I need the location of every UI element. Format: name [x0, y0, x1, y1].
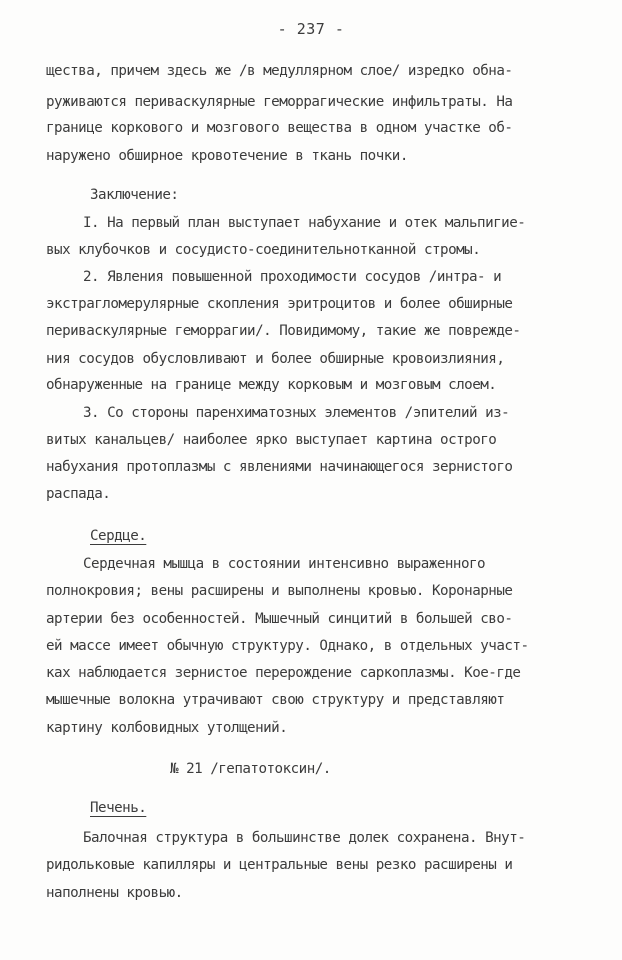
page-number: - 237 -: [277, 20, 345, 38]
text-line: распада.: [46, 486, 111, 502]
text-line: вых клубочков и сосудисто-соединительнотканной стромы.: [46, 242, 481, 258]
section-heading: Сердце.: [90, 528, 147, 544]
text-line: 3. Со стороны паренхиматозных элементов /эпителий из-: [83, 405, 510, 421]
text-line: артерии без особенностей. Мышечный синцитий в большей сво-: [46, 611, 513, 627]
text-line: наполнены кровью.: [46, 885, 183, 901]
text-line: ния сосудов обусловливают и более обширные кровоизлияния,: [46, 351, 505, 367]
text-line: Сердечная мышца в состоянии интенсивно выраженного: [83, 556, 486, 572]
text-line: мышечные волокна утрачивают свою структуру и представляют: [46, 692, 505, 708]
text-line: обнаруженные на границе между корковым и мозговым слоем.: [46, 377, 497, 393]
text-line: витых канальцев/ наиболее ярко выступает картина острого: [46, 432, 497, 448]
text-line: периваскулярные геморрагии/. Повидимому, такие же поврежде-: [46, 323, 521, 339]
text-line: ридольковые капилляры и центральные вены резко расширены и: [46, 857, 513, 873]
text-line: ей массе имеет обычную структуру. Однако, в отдельных участ-: [46, 638, 529, 654]
text-line: картину колбовидных утолщений.: [46, 720, 288, 736]
text-line: 2. Явления повышенной проходимости сосудов /интра- и: [83, 269, 502, 285]
text-line: полнокровия; вены расширены и выполнены кровью. Коронарные: [46, 583, 513, 599]
text-line: руживаются периваскулярные геморрагические инфильтраты. На: [46, 94, 513, 110]
text-line: ках наблюдается зернистое перерождение саркоплазмы. Кое-где: [46, 665, 521, 681]
text-line: щества, причем здесь же /в медуллярном слое/ изредко обна-: [46, 63, 513, 79]
text-line: наружено обширное кровотечение в ткань почки.: [46, 148, 408, 164]
section-heading: Заключение:: [90, 187, 179, 203]
text-line: Балочная структура в большинстве долек сохранена. Внут-: [83, 830, 526, 846]
section-heading: Печень.: [90, 800, 147, 816]
text-line: экстрагломерулярные скопления эритроцитов и более обширные: [46, 296, 513, 312]
text-line: границе коркового и мозгового вещества в одном участке об-: [46, 120, 513, 136]
text-line: набухания протоплазмы с явлениями начинающегося зернистого: [46, 459, 513, 475]
case-heading: № 21 /гепатотоксин/.: [170, 761, 331, 777]
text-line: I. На первый план выступает набухание и отек мальпигие-: [83, 215, 526, 231]
